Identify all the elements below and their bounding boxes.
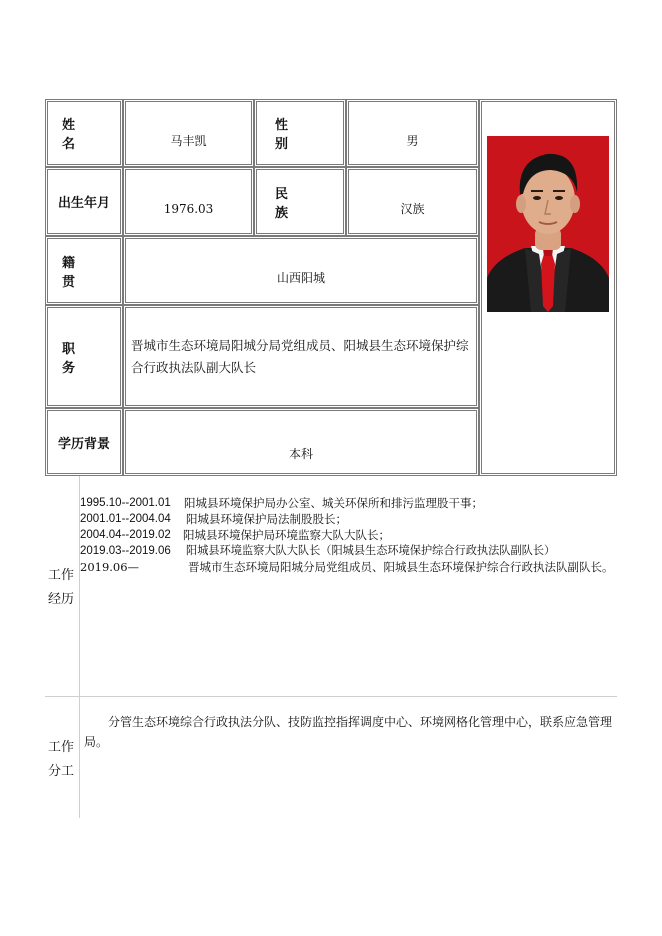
duties-label-line1: 工作	[47, 740, 74, 755]
name-label: 姓 名	[62, 118, 125, 152]
ethnicity-value-cell	[346, 167, 479, 236]
origin-value: 山西阳城	[276, 271, 325, 285]
position-value: 晋城市生态环境局阳城分局党组成员、阳城县生态环境保护综合行政执法队副大队长	[131, 337, 469, 375]
history-date: 1995.10--2001.01	[80, 497, 171, 509]
ethnicity-label-cell	[254, 167, 346, 236]
photo-cell	[479, 99, 617, 476]
work-history-list	[80, 495, 620, 575]
history-entry	[80, 559, 620, 575]
gender-value: 男	[406, 133, 419, 148]
position-value-cell	[123, 305, 479, 408]
origin-label: 籍 贯	[62, 255, 125, 290]
education-value-cell	[123, 408, 479, 476]
birth-value: 1976.03	[163, 201, 214, 216]
history-desc: 阳城县环境保护局环境监察大队大队长；	[183, 528, 390, 542]
history-entry	[80, 495, 620, 511]
history-desc: 晋城市生态环境局阳城分局党组成员、阳城县生态环境保护综合行政执法队副队长。	[188, 560, 614, 574]
gender-label: 性 别	[275, 118, 338, 152]
work-history-label-line1: 工作	[47, 568, 74, 583]
ethnicity-value: 汉族	[400, 202, 425, 216]
work-history-label-line2: 经历	[47, 592, 74, 607]
history-entry	[80, 527, 620, 543]
portrait-illustration	[487, 136, 609, 312]
origin-value-cell	[123, 236, 479, 305]
gender-value-cell	[346, 99, 479, 167]
ethnicity-label: 民 族	[275, 186, 338, 221]
section-divider-horizontal	[45, 696, 617, 697]
history-date: 2019.03--2019.06	[80, 545, 171, 557]
birth-label-cell	[45, 167, 123, 236]
birth-label: 出生年月	[57, 196, 110, 211]
gender-label-cell	[254, 99, 346, 167]
position-label: 职 务	[62, 341, 125, 376]
history-desc: 阳城县环境监察大队大队长（阳城县生态环境保护综合行政执法队副队长）	[186, 544, 556, 557]
name-value-cell	[123, 99, 254, 167]
name-value: 马丰凯	[170, 133, 207, 148]
education-label-cell	[45, 408, 123, 476]
history-date: 2019.06—	[80, 560, 140, 574]
education-value: 本科	[288, 446, 313, 461]
portrait-photo	[487, 136, 609, 312]
name-label-cell	[45, 99, 123, 167]
position-label-cell	[45, 305, 123, 408]
origin-label-cell	[45, 236, 123, 305]
education-label: 学历背景	[57, 436, 110, 452]
history-entry	[80, 511, 620, 527]
history-date: 2001.01--2004.04	[80, 513, 171, 525]
duties-text: 分管生态环境综合行政执法分队、技防监控指挥调度中心、环境网格化管理中心，联系应急管理局。	[84, 715, 613, 749]
birth-value-cell	[123, 167, 254, 236]
history-desc: 阳城县环境保护局法制股股长；	[186, 512, 347, 526]
work-history-label	[46, 564, 76, 612]
history-desc: 阳城县环境保护局办公室、城关环保所和排污监理股干事；	[184, 496, 483, 510]
history-entry	[80, 543, 620, 559]
duties-label	[46, 736, 76, 784]
duties-label-line2: 分工	[47, 764, 74, 779]
history-date: 2004.04--2019.02	[80, 529, 171, 541]
